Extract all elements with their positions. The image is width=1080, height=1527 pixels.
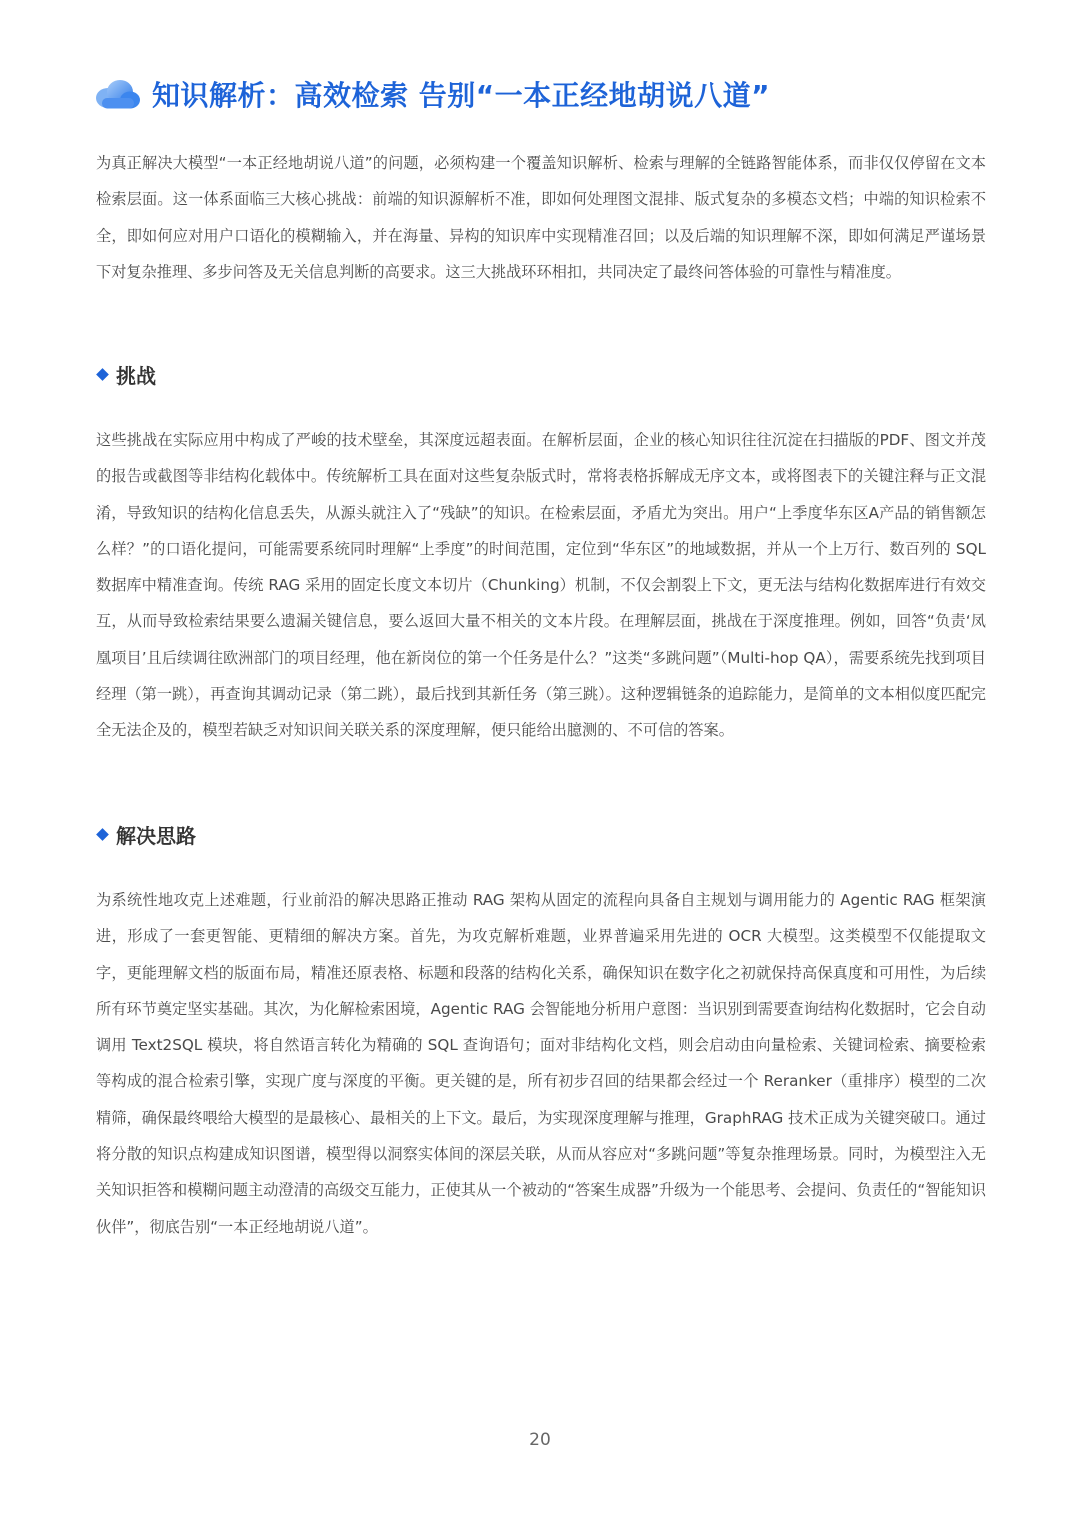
section-heading-text: 挑战 bbox=[116, 363, 156, 388]
section-heading-challenge bbox=[96, 358, 156, 390]
section-heading-text: 解决思路 bbox=[116, 823, 196, 848]
title-row bbox=[92, 66, 770, 122]
page-title: 知识解析：高效检索 告别“一本正经地胡说八道” bbox=[152, 79, 771, 112]
diamond-icon bbox=[96, 828, 109, 841]
solution-paragraph: 为系统性地攻克上述难题，行业前沿的解决思路正推动 RAG 架构从固定的流程向具备自主规划与调用能力的 Agentic RAG 框架演进，形成了一套更智能、更精细的解决方案。首先，为攻克解析难题，业界普遍采用先进的 OCR 大模型。这类模型不仅能提取文字，更能理解文档的版面布局，精准还原表格、标题和段落的结构化关系，确保知识在数字化之初就保持高保真度和可用性，为后续所有环节奠定坚实基础。其次，为化解检索困境，Agentic RAG 会智能地分析用户意图：当识别到需要查询结构化数据时，它会自动调用 Text2SQL 模块，将自然语言转化为精确的 SQL 查询语句；面对非结构化文档，则会启动由向量检索、关键词检索、摘要检索等构成的混合检索引擎，实现广度与深度的平衡。更关键的是，所有初步召回的结果都会经过一个 Reranker（重排序）模型的二次精筛，确保最终喂给大模型的是最核心、最相关的上下文。最后，为实现深度理解与推理，GraphRAG 技术正成为关键突破口。通过将分散的知识点构建成知识图谱，模型得以洞察实体间的深层关联，从而从容应对“多跳问题”等复杂推理场景。同时，为模型注入无关知识拒答和模糊问题主动澄清的高级交互能力，正使其从一个被动的“答案生成器”升级为一个能思考、会提问、负责任的“智能知识伙伴”，彻底告别“一本正经地胡说八道”。 bbox=[96, 891, 986, 1236]
cloud-icon bbox=[92, 76, 142, 112]
intro-paragraph: 为真正解决大模型“一本正经地胡说八道”的问题，必须构建一个覆盖知识解析、检索与理解的全链路智能体系，而非仅仅停留在文本检索层面。这一体系面临三大核心挑战：前端的知识源解析不准，即如何处理图文混排、版式复杂的多模态文档；中端的知识检索不全，即如何应对用户口语化的模糊输入，并在海量、异构的知识库中实现精准召回；以及后端的知识理解不深，即如何满足严谨场景下对复杂推理、多步问答及无关信息判断的高要求。这三大挑战环环相扣，共同决定了最终问答体验的可靠性与精准度。 bbox=[96, 154, 986, 281]
challenge-paragraph: 这些挑战在实际应用中构成了严峻的技术壁垒，其深度远超表面。在解析层面，企业的核心知识往往沉淀在扫描版的PDF、图文并茂的报告或截图等非结构化载体中。传统解析工具在面对这些复杂版式时，常将表格拆解成无序文本，或将图表下的关键注释与正文混淆，导致知识的结构化信息丢失，从源头就注入了“残缺”的知识。在检索层面，矛盾尤为突出。用户“上季度华东区A产品的销售额怎么样？”的口语化提问，可能需要系统同时理解“上季度”的时间范围，定位到“华东区”的地域数据，并从一个上万行、数百列的 SQL 数据库中精准查询。传统 RAG 采用的固定长度文本切片（Chunking）机制，不仅会割裂上下文，更无法与结构化数据库进行有效交互，从而导致检索结果要么遗漏关键信息，要么返回大量不相关的文本片段。在理解层面，挑战在于深度推理。例如，回答“负责‘凤凰项目’且后续调往欧洲部门的项目经理，他在新岗位的第一个任务是什么？”这类“多跳问题”（Multi-hop QA），需要系统先找到项目经理（第一跳），再查询其调动记录（第二跳），最后找到其新任务（第三跳）。这种逻辑链条的追踪能力，是简单的文本相似度匹配完全无法企及的，模型若缺乏对知识间关联关系的深度理解，便只能给出臆测的、不可信的答案。 bbox=[96, 431, 986, 740]
page-number: 20 bbox=[529, 1430, 551, 1450]
section-heading-solution bbox=[96, 818, 196, 850]
diamond-icon bbox=[96, 368, 109, 381]
